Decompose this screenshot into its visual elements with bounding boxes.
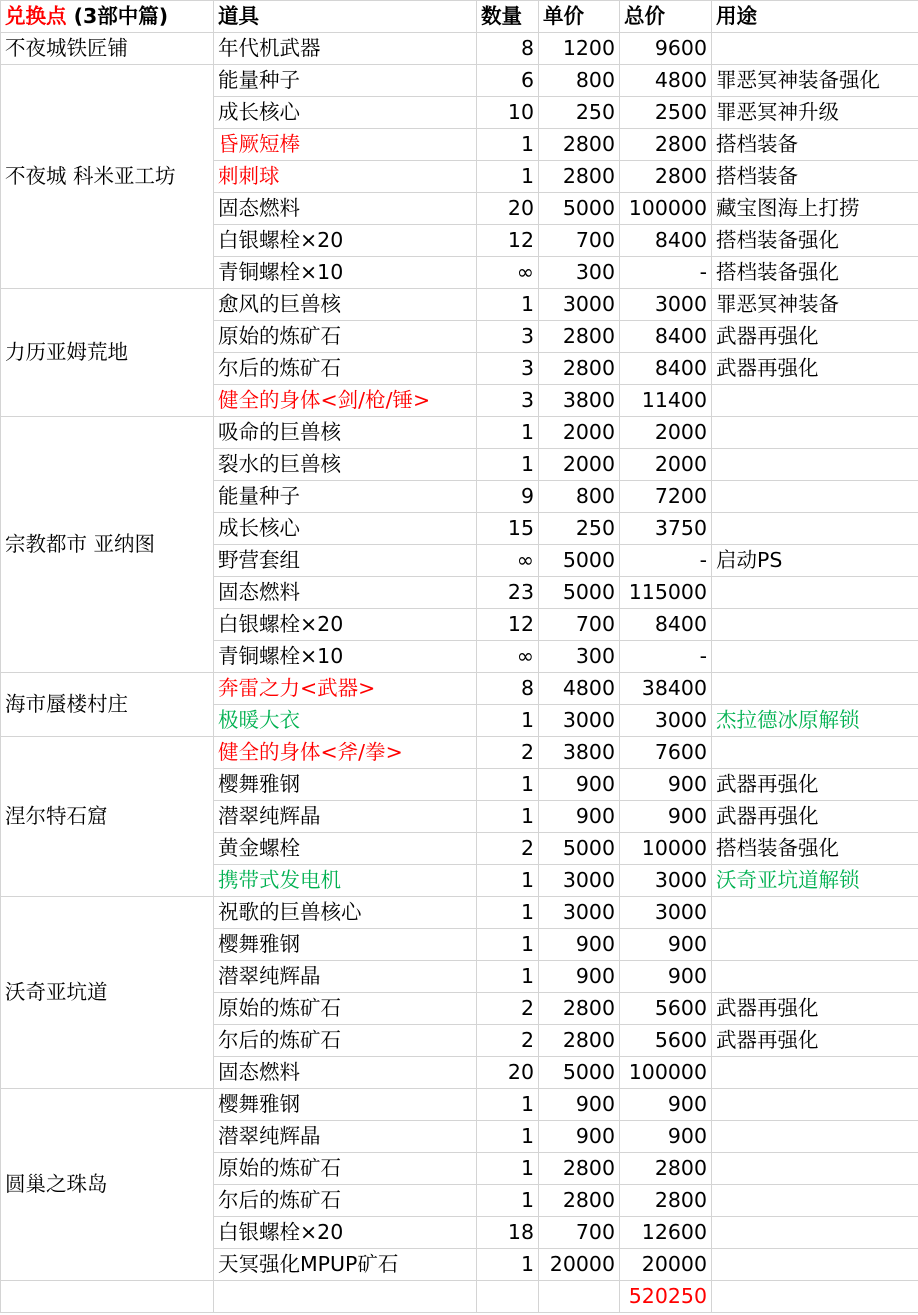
- item-cell: 原始的炼矿石: [214, 1153, 477, 1185]
- qty-cell: 1: [477, 1249, 539, 1281]
- unit-price-cell: 900: [539, 769, 620, 801]
- use-cell: [712, 417, 918, 449]
- qty-cell: 1: [477, 161, 539, 193]
- unit-price-cell: 5000: [539, 577, 620, 609]
- total-price-cell: 8400: [620, 353, 712, 385]
- total-row-blank-location: [1, 1281, 214, 1313]
- header-item: 道具: [214, 1, 477, 33]
- table-row: [1, 289, 918, 321]
- qty-cell: ∞: [477, 257, 539, 289]
- item-cell: 白银螺栓×20: [214, 1217, 477, 1249]
- location-cell: 圆巢之珠岛: [1, 1089, 214, 1281]
- use-cell: [712, 577, 918, 609]
- total-price-cell: 8400: [620, 225, 712, 257]
- item-cell: 能量种子: [214, 481, 477, 513]
- total-price-cell: 3750: [620, 513, 712, 545]
- item-cell: 樱舞雅钢: [214, 929, 477, 961]
- item-cell: 裂水的巨兽核: [214, 449, 477, 481]
- table-row: [1, 897, 918, 929]
- item-cell: 樱舞雅钢: [214, 1089, 477, 1121]
- unit-price-cell: 3000: [539, 897, 620, 929]
- total-price-cell: 2800: [620, 1185, 712, 1217]
- total-price-cell: 3000: [620, 897, 712, 929]
- item-cell: 奔雷之力<武器>: [214, 673, 477, 705]
- total-row-blank-item: [214, 1281, 477, 1313]
- item-cell: 青铜螺栓×10: [214, 257, 477, 289]
- use-cell: 搭档装备强化: [712, 225, 918, 257]
- use-cell: 武器再强化: [712, 993, 918, 1025]
- use-cell: [712, 1153, 918, 1185]
- use-cell: [712, 929, 918, 961]
- qty-cell: 1: [477, 801, 539, 833]
- item-cell: 潜翠纯辉晶: [214, 801, 477, 833]
- qty-cell: 1: [477, 929, 539, 961]
- qty-cell: 1: [477, 449, 539, 481]
- unit-price-cell: 300: [539, 641, 620, 673]
- unit-price-cell: 2000: [539, 417, 620, 449]
- unit-price-cell: 3000: [539, 865, 620, 897]
- total-price-cell: 100000: [620, 193, 712, 225]
- qty-cell: 10: [477, 97, 539, 129]
- qty-cell: 1: [477, 1089, 539, 1121]
- unit-price-cell: 250: [539, 513, 620, 545]
- item-cell: 尔后的炼矿石: [214, 353, 477, 385]
- unit-price-cell: 300: [539, 257, 620, 289]
- total-price-cell: 7200: [620, 481, 712, 513]
- unit-price-cell: 900: [539, 801, 620, 833]
- total-price-cell: 3000: [620, 865, 712, 897]
- use-cell: 罪恶冥神装备: [712, 289, 918, 321]
- qty-cell: 12: [477, 609, 539, 641]
- table-row: [1, 673, 918, 705]
- unit-price-cell: 2800: [539, 129, 620, 161]
- total-price-cell: 900: [620, 1089, 712, 1121]
- item-cell: 天冥强化MPUP矿石: [214, 1249, 477, 1281]
- item-cell: 成长核心: [214, 513, 477, 545]
- header-location-subtitle: (3部中篇): [66, 4, 169, 28]
- unit-price-cell: 3000: [539, 289, 620, 321]
- item-cell: 黄金螺栓: [214, 833, 477, 865]
- header-location: [1, 1, 214, 33]
- qty-cell: 3: [477, 385, 539, 417]
- total-price-cell: 38400: [620, 673, 712, 705]
- unit-price-cell: 2800: [539, 1185, 620, 1217]
- unit-price-cell: 3000: [539, 705, 620, 737]
- unit-price-cell: 900: [539, 1089, 620, 1121]
- unit-price-cell: 700: [539, 225, 620, 257]
- qty-cell: 12: [477, 225, 539, 257]
- use-cell: [712, 481, 918, 513]
- total-price-cell: -: [620, 545, 712, 577]
- qty-cell: 3: [477, 321, 539, 353]
- use-cell: [712, 1057, 918, 1089]
- use-cell: [712, 897, 918, 929]
- use-cell: [712, 641, 918, 673]
- location-cell: 不夜城 科米亚工坊: [1, 65, 214, 289]
- total-price-cell: 9600: [620, 33, 712, 65]
- table-row: [1, 33, 918, 65]
- item-cell: 樱舞雅钢: [214, 769, 477, 801]
- total-price-cell: 900: [620, 929, 712, 961]
- table-row: [1, 737, 918, 769]
- item-cell: 刺刺球: [214, 161, 477, 193]
- unit-price-cell: 900: [539, 929, 620, 961]
- location-cell: 不夜城铁匠铺: [1, 33, 214, 65]
- use-cell: 藏宝图海上打捞: [712, 193, 918, 225]
- qty-cell: 6: [477, 65, 539, 97]
- total-price-cell: 12600: [620, 1217, 712, 1249]
- unit-price-cell: 5000: [539, 193, 620, 225]
- use-cell: 搭档装备强化: [712, 257, 918, 289]
- qty-cell: 1: [477, 129, 539, 161]
- grand-total: 520250: [620, 1281, 712, 1313]
- unit-price-cell: 700: [539, 609, 620, 641]
- unit-price-cell: 5000: [539, 1057, 620, 1089]
- total-price-cell: 3000: [620, 705, 712, 737]
- qty-cell: 20: [477, 1057, 539, 1089]
- total-row-blank-qty: [477, 1281, 539, 1313]
- total-price-cell: 5600: [620, 993, 712, 1025]
- header-qty: 数量: [477, 1, 539, 33]
- location-cell: 力历亚姆荒地: [1, 289, 214, 417]
- qty-cell: 8: [477, 33, 539, 65]
- item-cell: 携带式发电机: [214, 865, 477, 897]
- item-cell: 能量种子: [214, 65, 477, 97]
- unit-price-cell: 2800: [539, 1153, 620, 1185]
- item-cell: 健全的身体<斧/拳>: [214, 737, 477, 769]
- unit-price-cell: 2800: [539, 321, 620, 353]
- item-cell: 极暖大衣: [214, 705, 477, 737]
- unit-price-cell: 1200: [539, 33, 620, 65]
- unit-price-cell: 2800: [539, 1025, 620, 1057]
- use-cell: 搭档装备强化: [712, 833, 918, 865]
- total-price-cell: -: [620, 257, 712, 289]
- use-cell: [712, 737, 918, 769]
- unit-price-cell: 900: [539, 961, 620, 993]
- unit-price-cell: 2800: [539, 353, 620, 385]
- unit-price-cell: 5000: [539, 833, 620, 865]
- use-cell: [712, 1089, 918, 1121]
- use-cell: [712, 513, 918, 545]
- use-cell: 杰拉德冰原解锁: [712, 705, 918, 737]
- item-cell: 愈风的巨兽核: [214, 289, 477, 321]
- item-cell: 尔后的炼矿石: [214, 1185, 477, 1217]
- qty-cell: 1: [477, 1121, 539, 1153]
- use-cell: [712, 1249, 918, 1281]
- qty-cell: 20: [477, 193, 539, 225]
- unit-price-cell: 900: [539, 1121, 620, 1153]
- use-cell: [712, 385, 918, 417]
- use-cell: 武器再强化: [712, 353, 918, 385]
- total-row-blank-unit: [539, 1281, 620, 1313]
- unit-price-cell: 20000: [539, 1249, 620, 1281]
- location-cell: 涅尔特石窟: [1, 737, 214, 897]
- total-price-cell: 115000: [620, 577, 712, 609]
- location-cell: 沃奇亚坑道: [1, 897, 214, 1089]
- total-row: [1, 1281, 918, 1313]
- total-price-cell: 100000: [620, 1057, 712, 1089]
- use-cell: [712, 673, 918, 705]
- total-price-cell: 2800: [620, 129, 712, 161]
- total-price-cell: 7600: [620, 737, 712, 769]
- unit-price-cell: 700: [539, 1217, 620, 1249]
- total-price-cell: 4800: [620, 65, 712, 97]
- use-cell: 启动PS: [712, 545, 918, 577]
- qty-cell: 23: [477, 577, 539, 609]
- total-price-cell: 2000: [620, 449, 712, 481]
- item-cell: 固态燃料: [214, 577, 477, 609]
- use-cell: 武器再强化: [712, 1025, 918, 1057]
- qty-cell: 1: [477, 897, 539, 929]
- unit-price-cell: 3800: [539, 385, 620, 417]
- unit-price-cell: 250: [539, 97, 620, 129]
- total-price-cell: 3000: [620, 289, 712, 321]
- qty-cell: 1: [477, 769, 539, 801]
- item-cell: 青铜螺栓×10: [214, 641, 477, 673]
- qty-cell: 2: [477, 833, 539, 865]
- use-cell: [712, 961, 918, 993]
- use-cell: 沃奇亚坑道解锁: [712, 865, 918, 897]
- item-cell: 吸命的巨兽核: [214, 417, 477, 449]
- qty-cell: ∞: [477, 641, 539, 673]
- total-row-blank-use: [712, 1281, 918, 1313]
- unit-price-cell: 3800: [539, 737, 620, 769]
- total-price-cell: 8400: [620, 609, 712, 641]
- total-price-cell: 2500: [620, 97, 712, 129]
- qty-cell: 9: [477, 481, 539, 513]
- unit-price-cell: 2000: [539, 449, 620, 481]
- qty-cell: 1: [477, 417, 539, 449]
- qty-cell: 3: [477, 353, 539, 385]
- qty-cell: 1: [477, 961, 539, 993]
- item-cell: 白银螺栓×20: [214, 609, 477, 641]
- total-price-cell: 2000: [620, 417, 712, 449]
- qty-cell: 18: [477, 1217, 539, 1249]
- unit-price-cell: 800: [539, 65, 620, 97]
- item-cell: 尔后的炼矿石: [214, 1025, 477, 1057]
- header-total-price: 总价: [620, 1, 712, 33]
- unit-price-cell: 5000: [539, 545, 620, 577]
- item-cell: 潜翠纯辉晶: [214, 961, 477, 993]
- unit-price-cell: 2800: [539, 993, 620, 1025]
- qty-cell: 1: [477, 289, 539, 321]
- header-row: [1, 1, 918, 33]
- total-price-cell: -: [620, 641, 712, 673]
- header-unit-price: 单价: [539, 1, 620, 33]
- table-body: [1, 33, 918, 1281]
- qty-cell: 1: [477, 865, 539, 897]
- total-price-cell: 900: [620, 961, 712, 993]
- header-use: 用途: [712, 1, 918, 33]
- total-price-cell: 900: [620, 1121, 712, 1153]
- item-cell: 成长核心: [214, 97, 477, 129]
- use-cell: 武器再强化: [712, 321, 918, 353]
- qty-cell: 1: [477, 705, 539, 737]
- use-cell: [712, 1121, 918, 1153]
- use-cell: [712, 1185, 918, 1217]
- total-price-cell: 2800: [620, 161, 712, 193]
- use-cell: [712, 449, 918, 481]
- use-cell: 搭档装备: [712, 161, 918, 193]
- header-location-title: 兑换点: [5, 4, 67, 28]
- unit-price-cell: 2800: [539, 161, 620, 193]
- item-cell: 健全的身体<剑/枪/锤>: [214, 385, 477, 417]
- total-price-cell: 20000: [620, 1249, 712, 1281]
- total-price-cell: 10000: [620, 833, 712, 865]
- unit-price-cell: 800: [539, 481, 620, 513]
- total-price-cell: 900: [620, 801, 712, 833]
- table-row: [1, 417, 918, 449]
- table-row: [1, 65, 918, 97]
- use-cell: [712, 33, 918, 65]
- table-row: [1, 1089, 918, 1121]
- unit-price-cell: 4800: [539, 673, 620, 705]
- qty-cell: 1: [477, 1153, 539, 1185]
- item-cell: 固态燃料: [214, 193, 477, 225]
- use-cell: 武器再强化: [712, 801, 918, 833]
- item-cell: 潜翠纯辉晶: [214, 1121, 477, 1153]
- item-cell: 野营套组: [214, 545, 477, 577]
- use-cell: [712, 1217, 918, 1249]
- qty-cell: 2: [477, 993, 539, 1025]
- item-cell: 年代机武器: [214, 33, 477, 65]
- location-cell: 海市蜃楼村庄: [1, 673, 214, 737]
- total-price-cell: 900: [620, 769, 712, 801]
- item-cell: 昏厥短棒: [214, 129, 477, 161]
- total-price-cell: 11400: [620, 385, 712, 417]
- total-price-cell: 8400: [620, 321, 712, 353]
- location-cell: 宗教都市 亚纳图: [1, 417, 214, 673]
- use-cell: 武器再强化: [712, 769, 918, 801]
- total-price-cell: 2800: [620, 1153, 712, 1185]
- qty-cell: ∞: [477, 545, 539, 577]
- item-cell: 固态燃料: [214, 1057, 477, 1089]
- qty-cell: 2: [477, 737, 539, 769]
- use-cell: 罪恶冥神装备强化: [712, 65, 918, 97]
- item-cell: 原始的炼矿石: [214, 993, 477, 1025]
- total-price-cell: 5600: [620, 1025, 712, 1057]
- item-cell: 白银螺栓×20: [214, 225, 477, 257]
- item-cell: 祝歌的巨兽核心: [214, 897, 477, 929]
- qty-cell: 15: [477, 513, 539, 545]
- qty-cell: 2: [477, 1025, 539, 1057]
- use-cell: 搭档装备: [712, 129, 918, 161]
- qty-cell: 1: [477, 1185, 539, 1217]
- use-cell: [712, 609, 918, 641]
- qty-cell: 8: [477, 673, 539, 705]
- use-cell: 罪恶冥神升级: [712, 97, 918, 129]
- item-cell: 原始的炼矿石: [214, 321, 477, 353]
